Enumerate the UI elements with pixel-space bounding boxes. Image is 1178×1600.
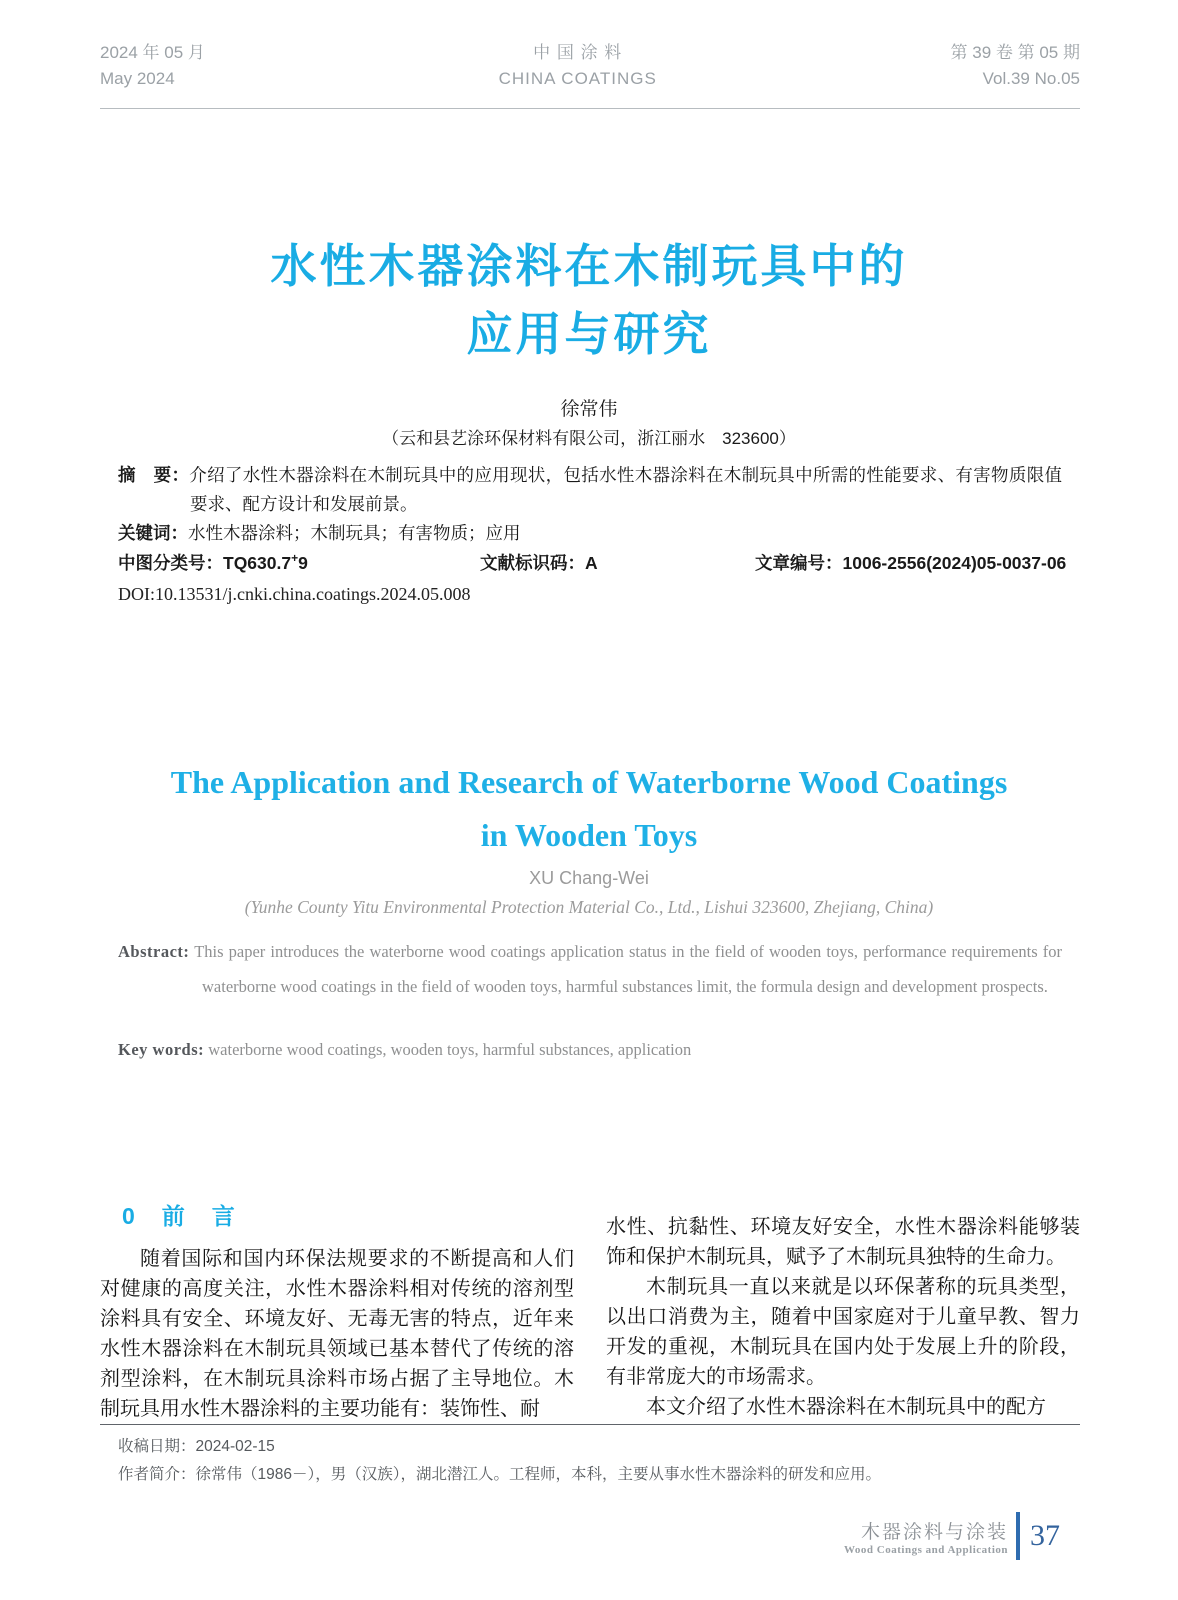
body-paragraph: 木制玩具一直以来就是以环保著称的玩具类型，以出口消费为主，随着中国家庭对于儿童早教、智力开发的重视，木制玩具在国内处于发展上升的阶段，有非常庞大的市场需求。: [606, 1276, 1080, 1388]
document-code-value: A: [585, 553, 598, 573]
abstract-zh: [118, 461, 1062, 519]
footnote-bio-label: 作者简介：: [118, 1466, 196, 1483]
page-number: 37: [1030, 1519, 1060, 1552]
article-title-en: [0, 756, 1178, 862]
footnote-received-value: 2024-02-15: [195, 1438, 275, 1455]
header-volume-en: Vol.39 No.05: [982, 69, 1080, 88]
footnote-divider: [100, 1424, 1080, 1425]
affiliation-zh: （云和县艺涂环保材料有限公司，浙江丽水 323600）: [382, 429, 796, 448]
header-date-zh: 2024 年 05 月: [100, 43, 205, 62]
clc-value: TQ630.7: [223, 553, 292, 573]
document-code-label: 文献标识码：: [480, 553, 585, 573]
affiliation-en: (Yunhe County Yitu Environmental Protection Material Co., Ltd., Lishui 323600, Zhejiang, China): [244, 897, 934, 917]
clc-sup: +: [291, 551, 299, 566]
clc-tail: 9: [298, 553, 308, 573]
article-number-value: 1006-2556(2024)05-0037-06: [842, 553, 1067, 573]
abstract-zh-label: 摘 要：: [118, 465, 190, 485]
footnote-bio: [118, 1462, 881, 1484]
article-title-zh-line2: 应用与研究: [466, 308, 712, 360]
clc-label: 中图分类号：: [118, 553, 223, 573]
author-en: XU Chang-Wei: [529, 868, 649, 888]
article-title-en-line1: The Application and Research of Waterborne Wood Coatings: [170, 764, 1008, 800]
article-title-zh-line1: 水性木器涂料在木制玩具中的: [270, 240, 908, 292]
body-paragraph: 水性、抗黏性、环境友好安全，水性木器涂料能够装饰和保护木制玩具，赋予了木制玩具独特的生命力。: [606, 1216, 1080, 1268]
article-number-label: 文章编号：: [755, 553, 843, 573]
article-title-en-line2: in Wooden Toys: [480, 817, 698, 853]
header-journal-en: CHINA COATINGS: [498, 69, 657, 88]
footer-column-title: [844, 1517, 1008, 1556]
abstract-zh-text: 介绍了水性木器涂料在木制玩具中的应用现状，包括水性木器涂料在木制玩具中所需的性能要求、有害物质限值要求、配方设计和发展前景。: [189, 465, 1063, 514]
page-footer: [844, 1512, 1060, 1560]
header-date-en: May 2024: [100, 69, 175, 88]
document-code: [480, 550, 598, 575]
classification-row: [118, 550, 1080, 575]
header-volume: [951, 40, 1080, 92]
footnote-bio-value: 徐常伟（1986－），男（汉族），湖北潜江人。工程师，本科，主要从事水性木器涂料的研发和应用。: [195, 1466, 882, 1483]
footer-column-title-zh: 木器涂料与涂装: [860, 1521, 1008, 1543]
running-head: [100, 40, 1080, 92]
article-title-zh: [0, 232, 1178, 368]
clc-number: [118, 553, 308, 573]
header-journal: [499, 40, 657, 92]
keywords-en: [118, 1040, 1062, 1060]
header-volume-zh: 第 39 卷 第 05 期: [950, 43, 1080, 62]
author-zh: 徐常伟: [560, 399, 618, 420]
keywords-en-text: waterborne wood coatings, wooden toys, harmful substances, application: [208, 1040, 692, 1059]
body-column-left: [100, 1244, 574, 1424]
keywords-zh-label: 关键词：: [118, 523, 188, 543]
article-number: [755, 550, 1066, 575]
body-column-right: [606, 1212, 1080, 1422]
keywords-en-label: Key words:: [118, 1040, 205, 1059]
abstract-en-label: Abstract:: [118, 942, 190, 961]
section-heading-0: 0 前 言: [122, 1203, 237, 1229]
abstract-en: [118, 934, 1062, 1004]
footnote-received-label: 收稿日期：: [118, 1438, 196, 1455]
keywords-zh-text: 水性木器涂料；木制玩具；有害物质；应用: [188, 523, 521, 543]
header-journal-zh: 中 国 涂 料: [533, 43, 623, 62]
header-divider: [100, 108, 1080, 109]
doi: DOI:10.13531/j.cnki.china.coatings.2024.05.008: [118, 584, 471, 604]
footnote-received: [118, 1434, 275, 1456]
body-paragraph: 随着国际和国内环保法规要求的不断提高和人们对健康的高度关注，水性木器涂料相对传统的溶剂型涂料具有安全、环境友好、无毒无害的特点，近年来水性木器涂料在木制玩具领域已基本替代了传统的溶剂型涂料，在木制玩具涂料市场占据了主导地位。木制玩具用水性木器涂料的主要功能有：装饰性、耐: [100, 1248, 574, 1420]
keywords-zh: [118, 520, 1062, 545]
header-date: [100, 40, 205, 92]
footer-accent-bar: [1016, 1512, 1020, 1560]
body-paragraph: 本文介绍了水性木器涂料在木制玩具中的配方: [646, 1396, 1046, 1418]
footer-column-title-en: Wood Coatings and Application: [844, 1543, 1008, 1556]
abstract-en-text: This paper introduces the waterborne wood coatings application status in the field of wooden toys, performance requirements for waterborne wood coatings in the field of wooden toys, harmful substances limit, the formula design and development prospects.: [194, 942, 1062, 996]
